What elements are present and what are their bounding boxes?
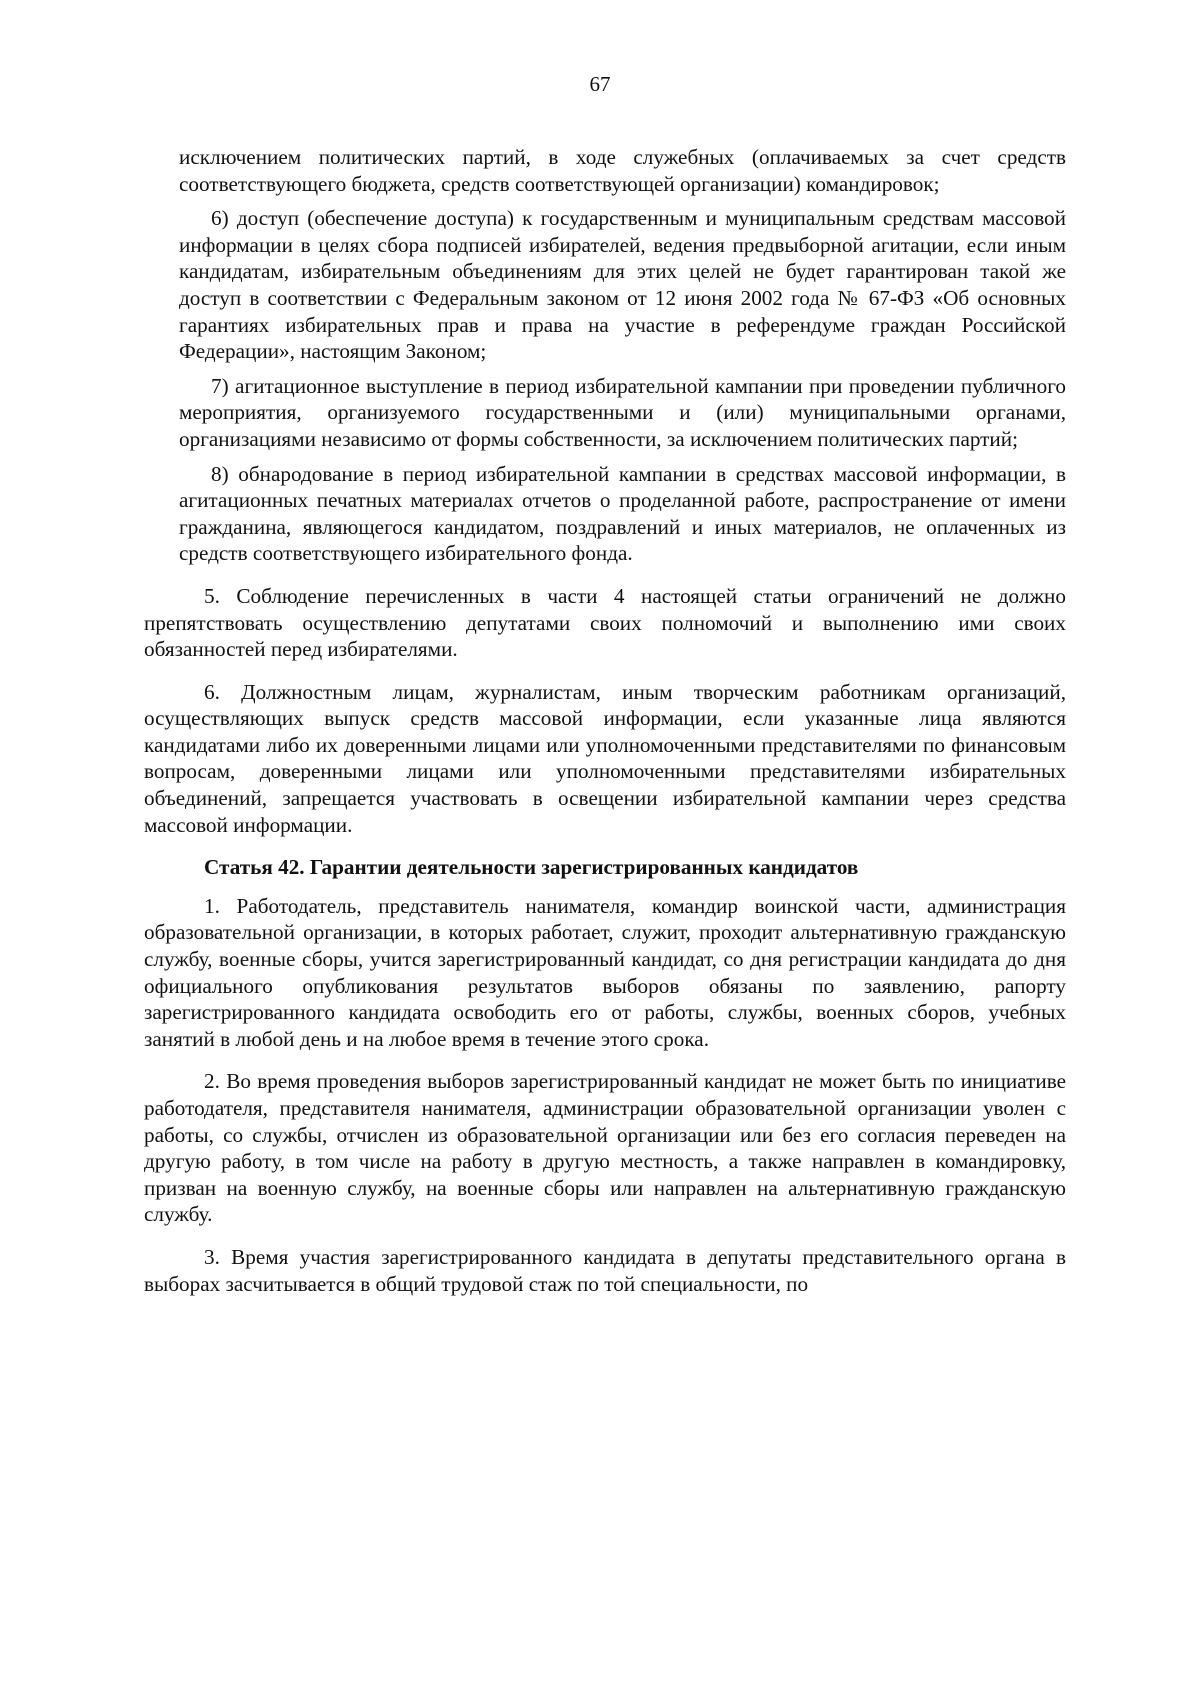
list-continuation-block bbox=[144, 144, 1066, 567]
list-item-8: 8) обнародование в период избирательной кампании в средствах массовой информации, в агитационных печатных материалах отчетов о проделанной работе, распространение от имени гражданина, являющегося кандидатом, поздравлений и иных материалов, не оплаченных из средств соответствующего избирательного фонда. bbox=[179, 461, 1066, 566]
main-text-block bbox=[144, 583, 1066, 1297]
part-5-paragraph: 5. Соблюдение перечисленных в части 4 настоящей статьи ограничений не должно препятствовать осуществлению депутатами своих полномочий и выполнению ими своих обязанностей перед избирателями. bbox=[144, 583, 1066, 662]
article-42-part-1: 1. Работодатель, представитель нанимателя, командир воинской части, администрация образовательной организации, в которых работает, служит, проходит альтернативную гражданскую службу, военные сборы, учится зарегистрированный кандидат, со дня регистрации кандидата до дня официального опубликования результатов выборов обязаны по заявлению, рапорту зарегистрированного кандидата освободить его от работы, службы, военных сборов, учебных занятий в любой день и на любое время в течение этого срока. bbox=[144, 893, 1066, 1051]
list-item-6: 6) доступ (обеспечение доступа) к государственным и муниципальным средствам массовой информации в целях сбора подписей избирателей, ведения предвыборной агитации, если иным кандидатам, избирательным объединениям для этих целей не будет гарантирован такой же доступ в соответствии с Федеральным законом от 12 июня 2002 года № 67-ФЗ «Об основных гарантиях избирательных прав и права на участие в референдуме граждан Российской Федерации», настоящим Законом; bbox=[179, 206, 1066, 364]
article-42-heading: Статья 42. Гарантии деятельности зарегистрированных кандидатов bbox=[204, 855, 859, 880]
article-42-part-3: 3. Время участия зарегистрированного кандидата в депутаты представительного органа в выборах засчитывается в общий трудовой стаж по той специальности, по bbox=[144, 1244, 1066, 1296]
part-6-paragraph: 6. Должностным лицам, журналистам, иным творческим работникам организаций, осуществляющих выпуск средств массовой информации, если указанные лица являются кандидатами либо их доверенными лицами или уполномоченными представителями по финансовым вопросам, доверенными лицами или уполномоченными представителями избирательных объединений, запрещается участвовать в освещении избирательной кампании через средства массовой информации. bbox=[144, 679, 1066, 837]
list-item-7: 7) агитационное выступление в период избирательной кампании при проведении публичного мероприятия, организуемого государственными и (или) муниципальными органами, организациями независимо от формы собственности, за исключением политических партий; bbox=[179, 373, 1066, 451]
article-42-part-2: 2. Во время проведения выборов зарегистрированный кандидат не может быть по инициативе работодателя, представителя нанимателя, администрации образовательной организации уволен с работы, со службы, отчислен из образовательной организации или без его согласия переведен на другую работу, в том числе на работу в другую местность, а также направлен в командировку, призван на военную службу, на военные сборы или направлен на альтернативную гражданскую службу. bbox=[144, 1069, 1066, 1227]
page-number: 67 bbox=[589, 72, 611, 96]
document-body bbox=[144, 144, 1066, 1297]
list-item-5-tail: исключением политических партий, в ходе служебных (оплачиваемых за счет средств соответствующего бюджета, средств соответствующей организации) командировок; bbox=[179, 145, 1066, 196]
